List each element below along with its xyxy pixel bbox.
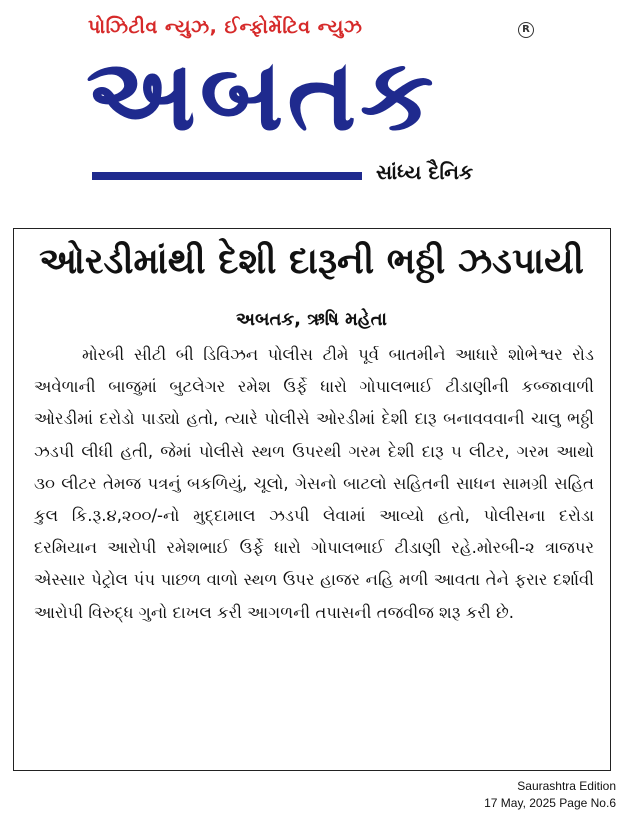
registered-trademark-icon: R: [518, 22, 534, 38]
news-article-box: [13, 228, 611, 771]
article-headline: ઓરડીમાંથી દેશી દારૂની ભઠ્ઠી ઝડપાયી: [39, 241, 584, 282]
article-byline: અબતક, ઋષિ મહેતા: [236, 309, 387, 330]
edition-name: Saurashtra Edition: [517, 779, 616, 793]
edition-info: [484, 778, 616, 812]
article-body: મોરબી સીટી બી ડિવિઝન પોલીસ ટીમે પૂર્વ બાતમીને આધારે શોભેશ્વર રોડ અવેળાની બાજુમાં બુટલેગર રમેશ ઉર્ફે ધારો ગોપાલભાઈ ટીડાણીની કબ્જાવાળી ઓરડીમાં દરોડો પાડ્યો હતો, ત્યારે પોલીસે ઓરડીમાં દેશી દારૂ બનાવવવાની ચાલુ ભઠ્ઠી ઝડપી લીધી હતી, જેમાં પોલીસે સ્થળ ઉપરથી ગરમ દેશી દારૂ ૫ લીટર, ગરમ આથો ૩૦ લીટર તેમજ પત્રનું બકળિયું, ચૂલો, ગેસનો બાટલો સહિતની સાધન સામગ્રી સહિત કુલ કિ.રૂ.૪,૨૦૦/-નો મુદ્દામાલ ઝડપી લેવામાં આવ્યો હતો, પોલીસના દરોડા દરમિયાન આરોપી રમેશભાઈ ઉર્ફે ધારો ગોપાલભાઈ ટીડાણી રહે.મોરબી-૨ ત્રાજપર એસ્સાર પેટ્રોલ પંપ પાછળ વાળો સ્થળ ઉપર હાજર નહિ મળી આવતા તેને ફરાર દર્શાવી આરોપી વિરુદ્ધ ગુનો દાખલ કરી આગળની તપાસની તજવીજ શરૂ કરી છે.: [34, 345, 594, 622]
masthead: [0, 0, 626, 210]
logo-underline-bar: [92, 172, 362, 180]
newspaper-logo: અબતક: [86, 37, 438, 153]
edition-date-page: 17 May, 2025 Page No.6: [484, 796, 616, 810]
masthead-subtitle: સાંધ્ય દૈનિક: [376, 160, 474, 184]
masthead-tagline: પોઝિટીવ ન્યુઝ, ઈન્ફોર્મેટિવ ન્યુઝ: [88, 16, 363, 38]
